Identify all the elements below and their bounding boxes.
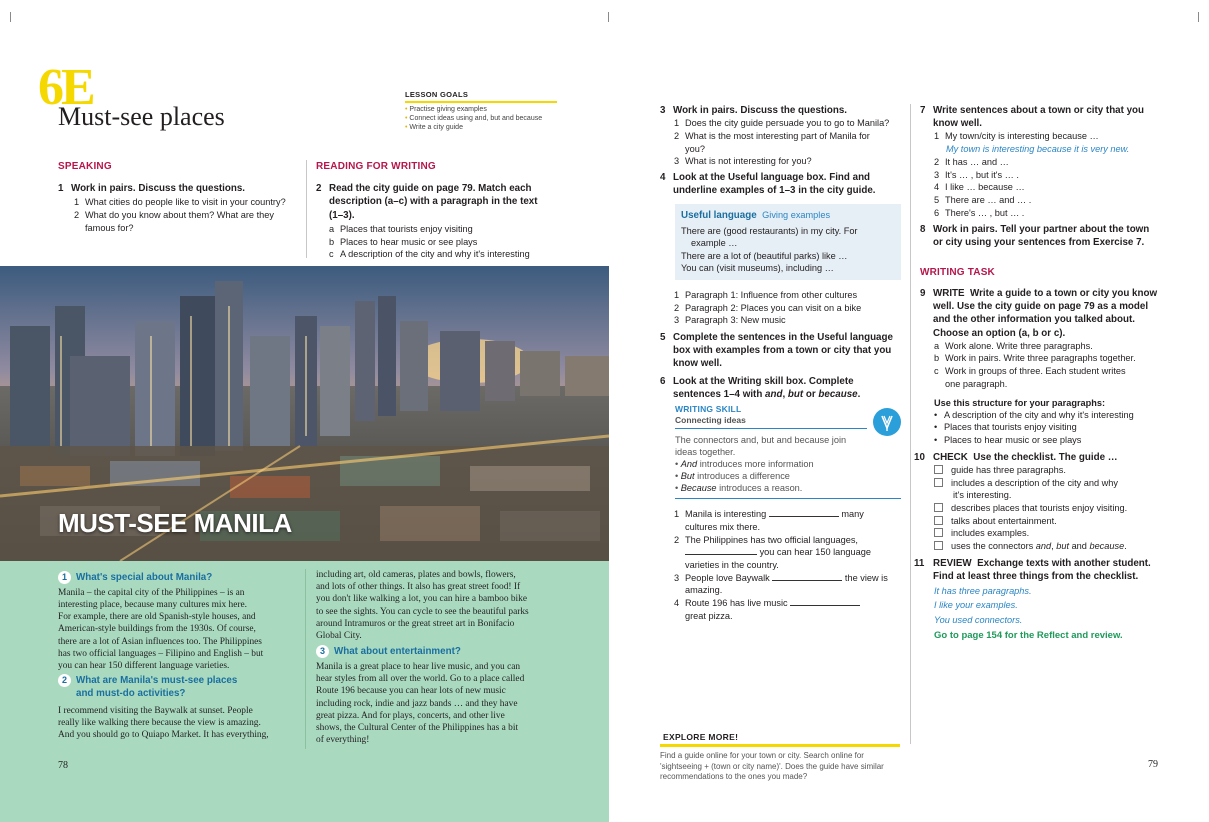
article-line: hear styles from all over the world. Go to a place called xyxy=(316,674,525,685)
useful-line: There are (good restaurants) in my city. For xyxy=(681,226,858,237)
exercise-9: 9 WRITE Write a guide to a town or city you know well. Use the city guide on page 79 as a model and the other information you talked about. Choose an option (a, b or c). xyxy=(920,287,1158,339)
article-line: And you should go to Quiapo Market. It has everything, xyxy=(58,730,269,741)
page-number: 79 xyxy=(1148,759,1158,770)
skill-line: The connectors and, but and because join xyxy=(675,435,847,446)
exercise-3: 3 Work in pairs. Discuss the questions. xyxy=(660,105,848,116)
option-item: c Work in groups of three. Each student writes xyxy=(934,366,1126,377)
right-column-2 xyxy=(914,104,1170,642)
gap-item-cont: great pizza. xyxy=(685,610,733,621)
option-item: a Work alone. Write three paragraphs. xyxy=(934,340,1093,351)
checklist-item[interactable]: uses the connectors and, but and because. xyxy=(934,540,1170,553)
exercise-5: 5 Complete the sentences in the Useful language box with examples from a town or city that you know well. xyxy=(660,331,893,370)
question-item: 1 Does the city guide persuade you to go to Manila? xyxy=(674,118,890,129)
speaking-section xyxy=(58,160,298,234)
writing-skill-box xyxy=(675,404,901,499)
column-divider xyxy=(910,104,911,744)
useful-line: There are a lot of (beautiful parks) like … xyxy=(681,250,848,261)
useful-line: example … xyxy=(691,238,738,249)
article-heading: 3 What about entertainment? xyxy=(316,645,571,659)
article-line: you can hear 150 different language varieties. xyxy=(58,661,230,672)
checklist-item[interactable]: guide has three paragraphs. xyxy=(934,464,1170,477)
option-item: c A description of the city and why it's interesting xyxy=(329,249,530,260)
article-line: I recommend visiting the Baywalk at sunset. People xyxy=(58,705,253,716)
explore-line: recommendations to the ones you made? xyxy=(660,772,808,781)
gap-item: 2 The Philippines has two official languages, xyxy=(674,534,858,545)
article-line: Manila is a great place to hear live music, and you can xyxy=(316,662,521,673)
gap-blank[interactable] xyxy=(772,573,842,581)
exercise-4: 4 Look at the Useful language box. Find and underline examples of 1–3 in the city guide. xyxy=(660,171,876,197)
explore-more-box xyxy=(660,732,960,782)
gap-item-cont: amazing. xyxy=(685,585,723,596)
structure-item: • A description of the city and why it's interesting xyxy=(934,409,1134,420)
section-heading: SPEAKING xyxy=(58,161,112,172)
article-line: around Intramuros or the great street art in Bonifacio xyxy=(316,618,515,629)
checklist-item[interactable]: talks about entertainment. xyxy=(934,515,1170,528)
paragraph-item: 3 Paragraph 3: New music xyxy=(674,315,786,326)
city-photo xyxy=(0,266,609,561)
crop-mark xyxy=(10,12,11,22)
explore-line: Find a guide online for your town or city. Search online for xyxy=(660,751,864,761)
checkbox[interactable] xyxy=(934,528,943,537)
question-item: 3 What is not interesting for you? xyxy=(674,156,812,167)
gap-blank[interactable] xyxy=(685,547,757,555)
sentence-item: 5 There are … and … . xyxy=(934,194,1032,205)
question-item-cont: famous for? xyxy=(85,222,134,233)
skill-line: ideas together. xyxy=(675,447,736,458)
article-line: interesting place, because many cultures mix here. xyxy=(58,599,247,610)
section-heading: READING FOR WRITING xyxy=(316,161,436,172)
article-line: Route 196 because you can hear lots of new music xyxy=(316,686,506,697)
article-line: For example, there are old Spanish-style houses, and xyxy=(58,612,256,623)
article-line: including rock, indie and jazz bands … and they have xyxy=(316,698,518,709)
skill-bullet: • Because introduces a reason. xyxy=(675,483,803,494)
gap-item-cont: you can hear 150 language xyxy=(660,546,905,559)
article-line: has two official languages – Filipino and English – but xyxy=(58,648,264,659)
article-line: to see the sights. You can cycle to see the beautiful parks xyxy=(316,606,529,617)
gap-item-cont: varieties in the country. xyxy=(685,560,779,570)
checklist-item[interactable]: describes places that tourists enjoy visiting. xyxy=(934,502,1170,515)
example-sentence: My town is interesting because it is very new. xyxy=(946,144,1130,155)
useful-language-box xyxy=(675,204,901,279)
article-line: really like walking there because the view is amazing. xyxy=(58,717,261,728)
example-sentence: I like your examples. xyxy=(934,600,1018,611)
gap-item: 3 People love Baywalk the view is xyxy=(674,572,888,583)
gap-blank[interactable] xyxy=(790,598,860,606)
article-heading: 1 What's special about Manila? xyxy=(58,571,298,585)
crop-mark xyxy=(1198,12,1199,22)
checkbox[interactable] xyxy=(934,541,943,550)
question-item-cont: you? xyxy=(685,143,705,154)
option-item: a Places that tourists enjoy visiting xyxy=(329,223,473,234)
lesson-goals xyxy=(405,90,557,132)
exercise-1: 1 Work in pairs. Discuss the questions. xyxy=(58,183,246,195)
article-panel xyxy=(0,561,609,822)
sentence-item: 1 My town/city is interesting because … xyxy=(934,131,1099,142)
article-line: shows, the Cultural Center of the Philippines has a bit xyxy=(316,723,519,734)
exercise-2: 2 Read the city guide on page 79. Match each description (a–c) with a paragraph in the text (1–3). xyxy=(316,183,538,221)
article-heading-cont: and must-do activities? xyxy=(76,688,186,699)
sentence-item: 6 There's … , but … . xyxy=(934,207,1025,218)
article-line: you don't like walking a lot, you can hire a bamboo bike xyxy=(316,594,528,605)
structure-heading: Use this structure for your paragraphs: xyxy=(934,397,1106,408)
exercise-8: 8 Work in pairs. Tell your partner about the town or city using your sentences from Exercise 7. xyxy=(920,224,1150,249)
checkbox[interactable] xyxy=(934,465,943,474)
checklist-item[interactable]: includes examples. xyxy=(934,527,1170,540)
exercise-10: 10 CHECK Use the checklist. The guide … xyxy=(914,451,1118,463)
checklist-item[interactable]: includes a description of the city and why xyxy=(934,477,1170,490)
writing-skill-icon xyxy=(873,408,901,436)
reflect-link[interactable]: Go to page 154 for the Reflect and review. xyxy=(934,629,1123,641)
checklist xyxy=(920,464,1170,553)
article-line: American-style buildings from the 1930s. Of course, xyxy=(58,624,256,635)
article-line: great pizza. And for plays, concerts, and other live xyxy=(316,710,505,721)
column-divider xyxy=(306,160,307,258)
sentence-item: 3 It's … , but it's … . xyxy=(934,169,1019,180)
column-divider xyxy=(305,569,306,749)
skill-bullet: • And introduces more information xyxy=(675,459,814,470)
checkbox[interactable] xyxy=(934,503,943,512)
writing-skill-subtitle: Connecting ideas xyxy=(675,415,867,429)
useful-language-title: Useful language xyxy=(681,210,757,222)
gap-item-cont: cultures mix there. xyxy=(685,521,761,532)
option-item: b Places to hear music or see plays xyxy=(329,236,478,247)
paragraph-item: 2 Paragraph 2: Places you can visit on a bike xyxy=(674,302,862,313)
lesson-goals-heading: LESSON GOALS xyxy=(405,90,557,103)
exercise-7: 7 Write sentences about a town or city that you know well. xyxy=(920,105,1145,130)
gap-fill xyxy=(660,508,905,622)
article-line: and lots of other things. It also has great street food! If xyxy=(316,582,521,593)
paragraph-item: 1 Paragraph 1: Influence from other cultures xyxy=(674,289,858,300)
goal-item: • Connect ideas using and, but and because xyxy=(405,114,543,122)
page-title: Must-see places xyxy=(58,102,225,131)
unit-number: 6E xyxy=(38,59,93,116)
article-line: Global City. xyxy=(316,631,362,642)
article-line: there are a lot of Asian influences too. The Philippines xyxy=(58,636,262,647)
article-line: including art, old cameras, plates and bowls, flowers, xyxy=(316,570,516,580)
question-item: 1 What cities do people like to visit in your country? xyxy=(74,197,286,208)
article-column-2 xyxy=(316,569,571,747)
option-item: b Work in pairs. Write three paragraphs together. xyxy=(934,353,1136,364)
sentence-item: 2 It has … and … xyxy=(934,156,1009,167)
structure-item: • Places to hear music or see plays xyxy=(934,435,1082,446)
checkbox[interactable] xyxy=(934,478,943,487)
sentence-item: 4 I like … because … xyxy=(934,182,1025,193)
article-column-1 xyxy=(58,571,298,741)
gap-blank[interactable] xyxy=(769,509,839,517)
gap-item: 4 Route 196 has live music xyxy=(660,597,905,610)
section-heading: WRITING TASK xyxy=(920,266,995,278)
crop-mark xyxy=(608,12,609,22)
useful-language-subtitle: Giving examples xyxy=(762,210,831,221)
goal-item: • Write a city guide xyxy=(405,124,463,132)
exercise-11: 11 REVIEW Exchange texts with another student. Find at least three things from the checklist. xyxy=(914,557,1151,582)
question-item: 2 What do you know about them? What are they xyxy=(74,210,274,221)
question-item: 2 What is the most interesting part of Manila for xyxy=(674,130,870,141)
checklist-item-cont: it's interesting. xyxy=(953,490,1012,501)
skill-bullet: • But introduces a difference xyxy=(675,471,790,482)
right-column-1 xyxy=(660,104,905,622)
goal-item: • Practise giving examples xyxy=(405,105,487,113)
photo-title: MUST-SEE MANILA xyxy=(58,508,292,538)
reading-section xyxy=(316,160,606,261)
exercise-6: 6 Look at the Writing skill box. Complete sentences 1–4 with and, but or because. xyxy=(660,375,861,400)
checkbox[interactable] xyxy=(934,516,943,525)
page-number: 78 xyxy=(58,760,68,771)
structure-item: • Places that tourists enjoy visiting xyxy=(934,422,1077,433)
explore-line: 'sightseeing + (town or city name)'. Does the guide have similar xyxy=(660,761,884,771)
example-sentence: It has three paragraphs. xyxy=(934,586,1032,597)
article-heading: 2 What are Manila's must-see places xyxy=(58,674,298,688)
gap-item: 1 Manila is interesting many xyxy=(674,509,864,520)
useful-line: You can (visit museums), including … xyxy=(681,262,834,273)
example-sentence: You used connectors. xyxy=(934,614,1023,625)
writing-skill-title: WRITING SKILL xyxy=(675,404,742,415)
article-line: Manila – the capital city of the Philippines – is an xyxy=(58,587,245,598)
explore-more-heading: EXPLORE MORE! xyxy=(660,732,900,747)
option-item-cont: one paragraph. xyxy=(945,378,1008,389)
article-line: of everything! xyxy=(316,735,370,746)
